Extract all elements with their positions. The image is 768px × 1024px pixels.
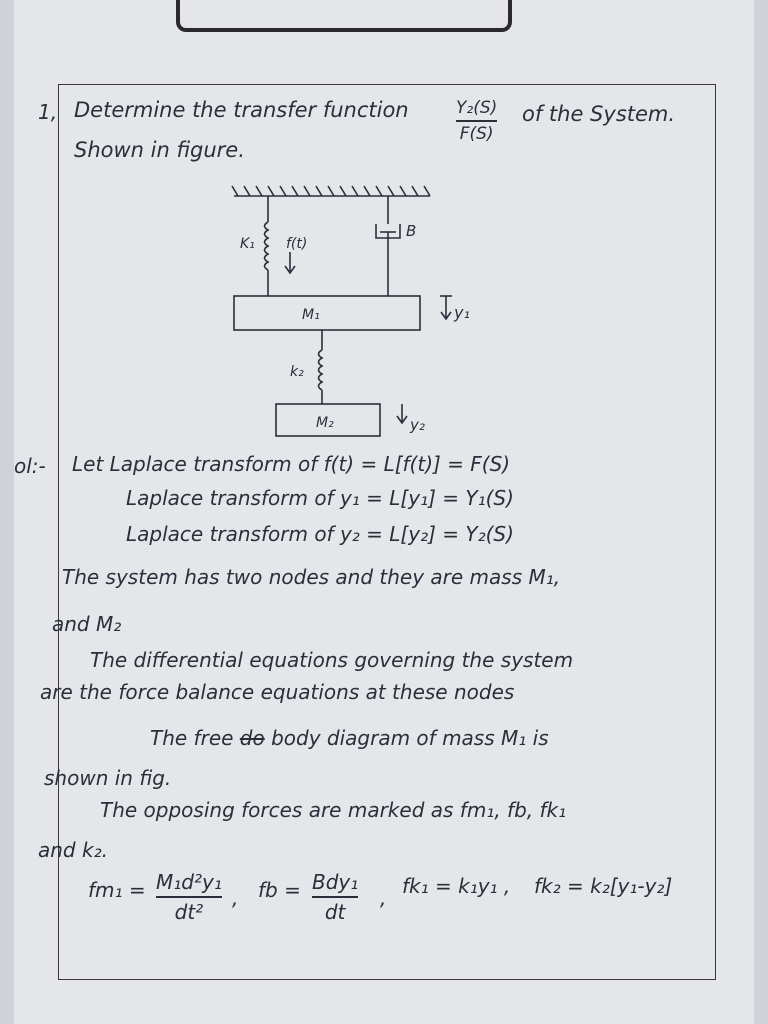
label-m1: M₁	[302, 307, 320, 323]
para3-line2: shown in fig.	[44, 766, 172, 790]
ceiling-hatch	[232, 186, 430, 196]
force-arrow	[285, 252, 295, 273]
fb-numerator: Bdy₁	[312, 870, 359, 894]
laplace-line-1: Let Laplace transform of f(t) = L[f(t)] = F(S)	[72, 452, 511, 476]
para3-post: body diagram of mass M₁ is	[271, 726, 549, 750]
fb-fraction	[312, 870, 358, 924]
label-k1: K₁	[240, 236, 255, 252]
label-y1: y₁	[454, 303, 470, 322]
y2-arrow	[397, 404, 407, 423]
question-text-suffix: of the System.	[522, 102, 676, 126]
para1-line2: and M₂	[52, 612, 122, 636]
fm1-fraction	[156, 870, 222, 924]
mass-m1-block	[234, 296, 420, 330]
fb-bar	[312, 896, 358, 898]
label-y2: y₂	[410, 416, 425, 434]
laplace-line-3: Laplace transform of y₂ = L[y₂] = Y₂(S)	[126, 522, 514, 546]
damper-b	[376, 196, 400, 296]
fm1-denominator: dt²	[174, 899, 204, 924]
question-text-line2: Shown in figure.	[74, 138, 245, 162]
fk2-equation: fk₂ = k₂[y₁-y₂]	[534, 874, 673, 898]
fraction-denominator: F(S)	[459, 123, 494, 144]
para2-line1: The differential equations governing the system	[90, 648, 574, 672]
label-m2: M₂	[316, 415, 334, 431]
fm1-lhs: fm₁ =	[88, 878, 146, 902]
para4-line1: The opposing forces are marked as fm₁, fb, fk₁	[100, 798, 567, 822]
para2-line2: are the force balance equations at these nodes	[40, 680, 515, 704]
para1-line1: The system has two nodes and they are mass M₁,	[62, 565, 561, 589]
fb-lhs: fb =	[258, 878, 301, 902]
spring-k2	[319, 330, 323, 404]
solution-marker: ol:-	[14, 454, 46, 478]
para3-pre: The free	[150, 726, 234, 750]
fk1-equation: fk₁ = k₁y₁ ,	[402, 874, 511, 898]
question-text-prefix: Determine the transfer function	[74, 98, 409, 122]
para4-line2: and k₂.	[38, 838, 108, 862]
fm1-bar	[156, 896, 222, 898]
para3-line1	[150, 726, 549, 750]
y1-arrow	[440, 296, 452, 319]
label-b: B	[406, 222, 417, 240]
eq-comma-2: ,	[380, 886, 387, 910]
fm1-numerator: M₁d²y₁	[156, 870, 222, 894]
question-number: 1,	[38, 100, 58, 124]
fb-denominator: dt	[324, 899, 346, 924]
laplace-line-2: Laplace transform of y₁ = L[y₁] = Y₁(S)	[126, 486, 514, 510]
label-force: f(t)	[286, 236, 308, 252]
eq-comma-1: ,	[232, 886, 239, 910]
fraction-numerator: Y₂(S)	[456, 98, 498, 118]
spring-k1	[265, 196, 269, 296]
struck-word: do	[239, 726, 265, 750]
label-k2: k₂	[290, 364, 304, 380]
